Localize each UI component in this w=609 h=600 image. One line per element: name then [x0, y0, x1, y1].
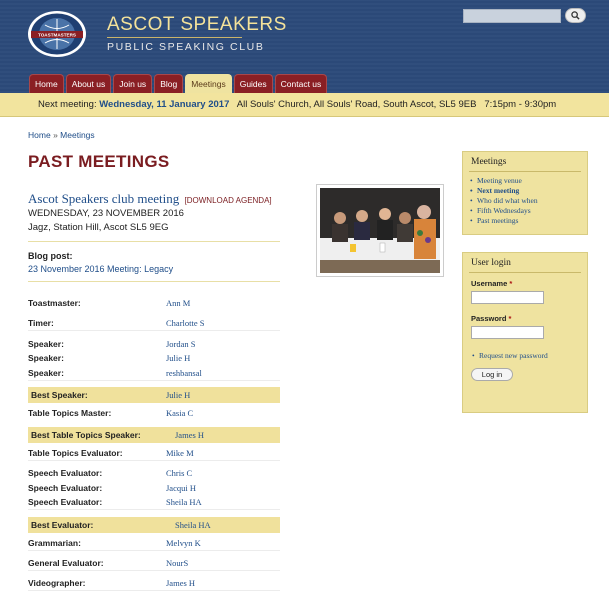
role-label: Table Topics Master: — [28, 408, 112, 418]
role-member-link[interactable]: James H — [175, 430, 205, 440]
role-label: Speech Evaluator: — [28, 497, 103, 507]
required-mark: * — [509, 279, 513, 288]
table-row — [28, 495, 280, 510]
site-title[interactable]: ASCOT SPEAKERS — [107, 14, 287, 35]
password-label — [463, 314, 587, 323]
table-row — [28, 316, 280, 331]
role-member-link[interactable]: Julie H — [166, 390, 191, 400]
role-member-link[interactable]: Sheila HA — [175, 520, 211, 530]
site-header — [0, 0, 609, 93]
role-member-link[interactable]: Ann M — [166, 298, 191, 308]
meeting-title[interactable]: Ascot Speakers club meeting — [28, 191, 180, 206]
sidebar-item-meeting-venue[interactable]: • Meeting venue — [477, 176, 579, 186]
breadcrumb — [28, 130, 95, 140]
role-label: Speaker: — [28, 353, 64, 363]
blog-post-label: Blog post: — [28, 251, 73, 261]
login-button[interactable]: Log in — [471, 368, 513, 381]
table-row — [28, 481, 280, 496]
svg-text:TOASTMASTERS: TOASTMASTERS — [38, 32, 76, 38]
sidebar-meetings-list — [463, 172, 587, 232]
username-field[interactable] — [471, 291, 544, 304]
table-row — [28, 536, 280, 551]
table-row — [28, 406, 280, 421]
role-member-link[interactable]: Chris C — [166, 468, 193, 478]
role-member-link[interactable]: NourS — [166, 558, 189, 568]
sidebar-meetings-block — [462, 151, 588, 235]
required-mark: * — [508, 314, 512, 323]
role-label: Best Table Topics Speaker: — [31, 430, 141, 440]
password-field[interactable] — [471, 326, 544, 339]
next-meeting-venue: All Souls' Church, All Souls' Road, South Ascot, SL5 9EB — [236, 99, 477, 110]
role-member-link[interactable]: Julie H — [166, 353, 191, 363]
sidebar-login-block — [462, 252, 588, 413]
login-title: User login — [471, 258, 511, 268]
photo-scene-icon — [320, 188, 440, 273]
role-label: Speech Evaluator: — [28, 483, 103, 493]
table-row — [28, 466, 280, 481]
role-label: Best Evaluator: — [31, 520, 94, 530]
role-label: Table Topics Evaluator: — [28, 448, 123, 458]
role-member-link[interactable]: Mike M — [166, 448, 194, 458]
search-icon — [571, 11, 580, 20]
sidebar-item-past-meetings[interactable]: • Past meetings — [477, 216, 579, 226]
divider — [28, 241, 280, 242]
nav-tab-guides[interactable]: Guides — [234, 74, 273, 93]
nav-tab-about[interactable]: About us — [66, 74, 112, 93]
role-label: Speaker: — [28, 339, 64, 349]
role-member-link[interactable]: Jordan S — [166, 339, 196, 349]
role-label: Videographer: — [28, 578, 86, 588]
sidebar-item-fifth-wednesdays[interactable]: • Fifth Wednesdays — [477, 206, 579, 216]
next-meeting-label: Next meeting: — [38, 99, 97, 110]
sidebar-meetings-title: Meetings — [471, 157, 507, 167]
role-label: Timer: — [28, 318, 54, 328]
sidebar-item-next-meeting[interactable]: • Next meeting — [477, 186, 579, 196]
role-member-link[interactable]: Kasia C — [166, 408, 194, 418]
table-row — [28, 337, 280, 352]
table-row-highlight — [28, 387, 280, 403]
sidebar-item-who-did-what[interactable]: • Who did what when — [477, 196, 579, 206]
next-meeting-date[interactable]: Wednesday, 11 January 2017 — [99, 99, 230, 110]
table-row-highlight — [28, 517, 280, 533]
nav-tab-meetings[interactable]: Meetings — [185, 74, 232, 93]
breadcrumb-current[interactable]: Meetings — [60, 130, 95, 140]
table-row — [28, 556, 280, 571]
role-label: Best Speaker: — [31, 390, 88, 400]
username-label-text: Username — [471, 279, 508, 288]
role-label: General Evaluator: — [28, 558, 104, 568]
table-row-highlight — [28, 427, 280, 443]
search-button[interactable] — [565, 8, 586, 23]
role-member-link[interactable]: Sheila HA — [166, 497, 202, 507]
nav-tab-home[interactable]: Home — [29, 74, 64, 93]
toastmasters-logo-icon[interactable] — [27, 10, 87, 58]
meeting-photo[interactable] — [316, 184, 444, 277]
nav-tab-blog[interactable]: Blog — [154, 74, 183, 93]
table-row — [28, 576, 280, 591]
nav-tab-join[interactable]: Join us — [113, 74, 152, 93]
meeting-heading — [28, 191, 272, 207]
table-row — [28, 296, 280, 311]
password-label-text: Password — [471, 314, 507, 323]
role-label: Speaker: — [28, 368, 64, 378]
main-nav — [29, 74, 327, 93]
meeting-date: WEDNESDAY, 23 NOVEMBER 2016 — [28, 208, 184, 219]
meeting-photo-image — [320, 188, 440, 273]
title-divider — [107, 37, 242, 38]
role-member-link[interactable]: reshbansal — [166, 368, 202, 378]
role-member-link[interactable]: James H — [166, 578, 196, 588]
page-title: PAST MEETINGS — [28, 152, 170, 171]
table-row — [28, 446, 280, 461]
breadcrumb-separator: » — [53, 130, 58, 140]
blog-post-link[interactable]: 23 November 2016 Meeting: Legacy — [28, 264, 174, 274]
role-member-link[interactable]: Jacqui H — [166, 483, 196, 493]
meeting-venue: Jagz, Station Hill, Ascot SL5 9EG — [28, 222, 169, 233]
role-member-link[interactable]: Melvyn K — [166, 538, 201, 548]
table-row — [28, 366, 280, 381]
username-label — [463, 279, 587, 288]
site-subtitle: PUBLIC SPEAKING CLUB — [107, 41, 265, 53]
request-password-link[interactable]: • Request new password — [463, 351, 587, 360]
nav-tab-contact[interactable]: Contact us — [275, 74, 328, 93]
role-member-link[interactable]: Charlotte S — [166, 318, 205, 328]
divider — [28, 281, 280, 282]
search-input[interactable] — [463, 9, 561, 23]
download-agenda-link[interactable]: [DOWNLOAD AGENDA] — [184, 196, 272, 205]
role-label: Grammarian: — [28, 538, 81, 548]
role-label: Toastmaster: — [28, 298, 81, 308]
breadcrumb-home[interactable]: Home — [28, 130, 51, 140]
next-meeting-time: 7:15pm - 9:30pm — [484, 99, 557, 110]
next-meeting-banner — [0, 93, 609, 117]
role-label: Speech Evaluator: — [28, 468, 103, 478]
table-row — [28, 351, 280, 366]
